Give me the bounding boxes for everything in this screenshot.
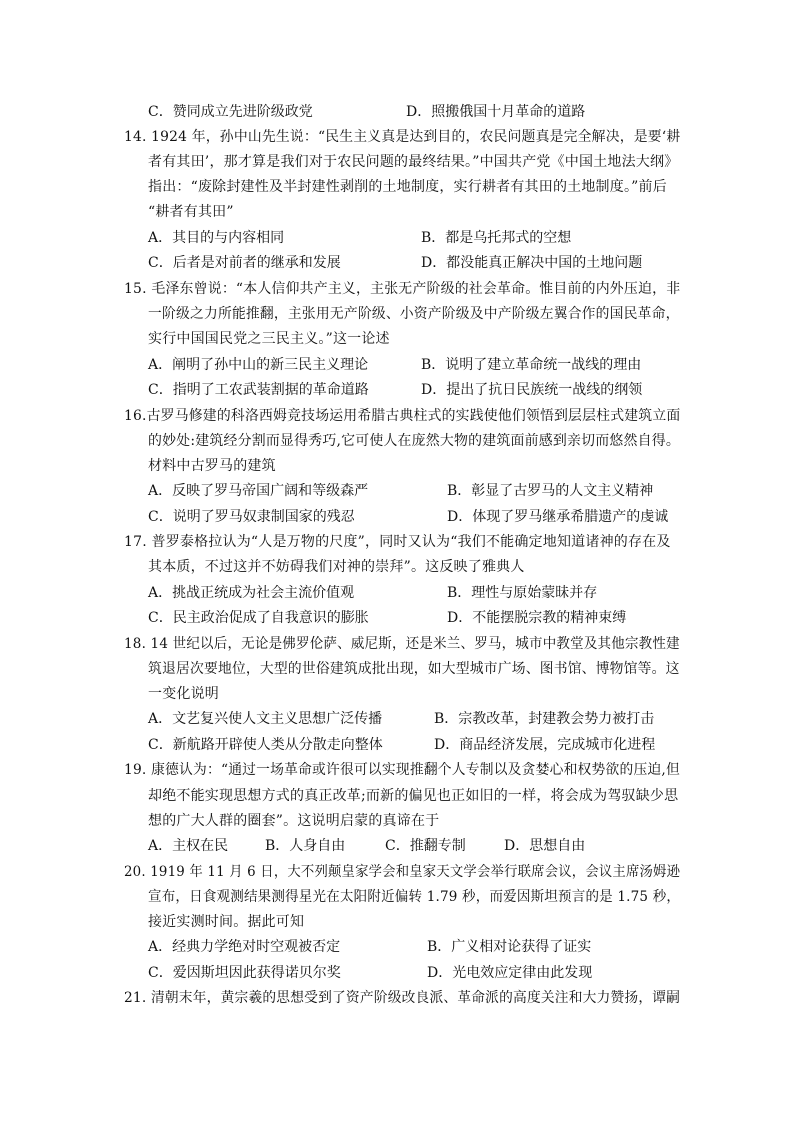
q18-option-d: D．商品经济发展，完成城市化进程 [434, 737, 656, 753]
q17-option-c: C．民主政治促成了自我意识的膨胀 [148, 610, 369, 626]
q17-option-d: D．不能摆脱宗教的精神束缚 [447, 610, 627, 626]
q14-stem-line-1: 14. 1924 年，孙中山先生说：“民生主义真是达到目的，农民问题真是完全解决，是要‘耕 [124, 129, 681, 145]
q14-option-b: B．都是乌托邦式的空想 [421, 230, 572, 246]
q15-option-b: B．说明了建立革命统一战线的理由 [421, 357, 642, 373]
q15-stem-line-1: 15. 毛泽东曾说：“本人信仰共产主义，主张无产阶级的社会革命。惟目前的内外压迫，非 [124, 281, 681, 297]
q17-stem-line-1: 17. 普罗泰格拉认为“人是万物的尺度”，同时又认为“我们不能确定地知道诸神的存在及 [124, 534, 671, 550]
q15-stem-line-2: 一阶级之力所能推翻，主张用无产阶级、小资产阶级及中产阶级左翼合作的国民革命， [148, 306, 680, 322]
q16-stem-line-2: 的妙处:建筑经分割而显得秀巧,它可使人在庞然大物的建筑面前感到亲切而悠然自得。 [148, 433, 680, 449]
q13-option-d: D．照搬俄国十月革命的道路 [406, 104, 586, 120]
q14-option-c: C．后者是对前者的继承和发展 [148, 255, 341, 271]
q16-option-b: B．彰显了古罗马的人文主义精神 [447, 483, 654, 499]
q17-stem-line-2: 其本质，不过这并不妨碍我们对神的崇拜”。这反映了雅典人 [148, 559, 525, 575]
q17-option-b: B．理性与原始蒙昧并存 [447, 585, 598, 601]
q16-stem-line-3: 材料中古罗马的建筑 [148, 458, 276, 474]
q14-stem-line-4: “耕者有其田” [148, 204, 234, 220]
q15-option-d: D．提出了抗日民族统一战线的纲领 [421, 382, 643, 398]
q13-option-c: C．赞同成立先进阶级政党 [148, 104, 313, 120]
q16-option-d: D．体现了罗马继承希腊遗产的虔诚 [447, 509, 669, 525]
q19-option-a: A．主权在民 [148, 838, 229, 854]
q20-stem-line-3: 接近实测时间。据此可知 [148, 914, 305, 930]
q14-stem-line-3: 指出：“废除封建性及半封建性剥削的土地制度，实行耕者有其田的土地制度。”前后 [148, 179, 667, 195]
q17-option-a: A．挑战正统成为社会主流价值观 [148, 585, 355, 601]
q18-option-a: A．文艺复兴使人文主义思想广泛传播 [148, 711, 383, 727]
q18-option-c: C．新航路开辟使人类从分散走向整体 [148, 737, 383, 753]
q18-option-b: B．宗教改革，封建教会势力被打击 [434, 711, 655, 727]
q19-option-d: D．思想自由 [504, 838, 586, 854]
q19-stem-line-1: 19. 康德认为：“通过一场革命或许很可以实现推翻个人专制以及贪婪心和权势欲的压迫,但 [124, 762, 680, 778]
q14-option-a: A．其目的与内容相同 [148, 230, 285, 246]
q16-option-c: C．说明了罗马奴隶制国家的残忍 [148, 509, 355, 525]
q14-stem-line-2: 者有其田’，那才算是我们对于农民问题的最终结果。”中国共产党《中国土地法大纲》 [148, 154, 679, 170]
q18-stem-line-2: 筑退居次要地位，大型的世俗建筑成批出现，如大型城市广场、图书馆、博物馆等。这 [148, 661, 680, 677]
q20-option-d: D．光电效应定律由此发现 [427, 965, 593, 981]
q19-option-c: C．推翻专制 [385, 838, 466, 854]
q18-stem-line-1: 18. 14 世纪以后，无论是佛罗伦萨、威尼斯，还是米兰、罗马，城市中教堂及其他宗教性建 [124, 636, 680, 652]
q21-stem-line-1: 21. 清朝末年，黄宗羲的思想受到了资产阶级改良派、革命派的高度关注和大力赞扬，谭嗣 [124, 990, 681, 1006]
q19-stem-line-2: 却绝不能实现思想方式的真正改革;而新的偏见也正如旧的一样，将会成为驾驭缺少思 [148, 788, 679, 804]
q20-stem-line-1: 20. 1919 年 11 月 6 日，大不列颠皇家学会和皇家天文学会举行联席会议，会议主席汤姆逊 [124, 864, 681, 880]
q19-option-b: B．人身自由 [265, 838, 346, 854]
q16-stem-line-1: 16.古罗马修建的科洛西姆竞技场运用希腊古典柱式的实践使他们领悟到层层柱式建筑立面 [124, 408, 681, 424]
q20-option-b: B．广义相对论获得了证实 [427, 939, 592, 955]
q20-stem-line-2: 宣布，日食观测结果测得星光在太阳附近偏转 1.79 秒，而爱因斯坦预言的是 1.75 秒， [148, 889, 681, 905]
q15-option-a: A．阐明了孙中山的新三民主义理论 [148, 357, 369, 373]
q16-option-a: A．反映了罗马帝国广阔和等级森严 [148, 483, 369, 499]
q14-option-d: D．都没能真正解决中国的土地问题 [421, 255, 643, 271]
q20-option-c: C．爱因斯坦因此获得诺贝尔奖 [148, 965, 341, 981]
q18-stem-line-3: 一变化说明 [148, 686, 219, 702]
q19-stem-line-3: 想的广大人群的圈套”。这说明启蒙的真谛在于 [148, 813, 440, 829]
q20-option-a: A．经典力学绝对时空观被否定 [148, 939, 341, 955]
q15-stem-line-3: 实行中国国民党之三民主义。”这一论述 [148, 331, 390, 347]
q15-option-c: C．指明了工农武装割据的革命道路 [148, 382, 369, 398]
